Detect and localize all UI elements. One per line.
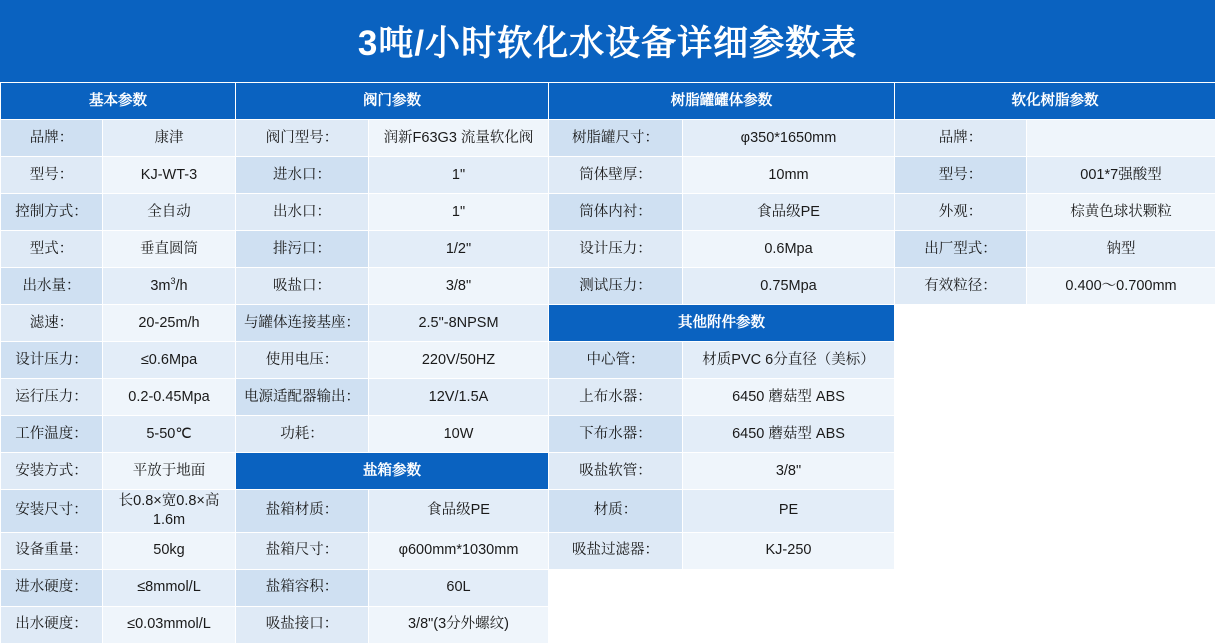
basic-value: 20-25m/h bbox=[103, 305, 236, 342]
table-row bbox=[1, 305, 1215, 342]
salt-box-label: 盐箱容积： bbox=[236, 569, 369, 606]
softening-resin-label: 外观： bbox=[895, 194, 1027, 231]
other-accessory-value: 6450 蘑菇型 ABS bbox=[683, 416, 895, 453]
valve-label: 进水口： bbox=[236, 157, 369, 194]
table-row bbox=[1, 194, 1215, 231]
spacer-cell bbox=[895, 453, 1027, 490]
section-header-salt-box: 盐箱参数 bbox=[236, 453, 549, 490]
resin-tank-label: 测试压力： bbox=[549, 268, 683, 305]
section-header-resin-tank: 树脂罐罐体参数 bbox=[549, 83, 895, 120]
spacer-cell bbox=[1027, 453, 1215, 490]
basic-value: ≤0.03mmol/L bbox=[103, 606, 236, 643]
other-accessory-value: KJ-250 bbox=[683, 532, 895, 569]
table-row bbox=[1, 231, 1215, 268]
basic-label: 设备重量： bbox=[1, 532, 103, 569]
basic-label: 型式： bbox=[1, 231, 103, 268]
basic-value: ≤0.6Mpa bbox=[103, 342, 236, 379]
resin-tank-value: 0.75Mpa bbox=[683, 268, 895, 305]
valve-value: 10W bbox=[369, 416, 549, 453]
spacer-cell bbox=[1027, 379, 1215, 416]
other-accessory-label: 上布水器： bbox=[549, 379, 683, 416]
softening-resin-value: 棕黄色球状颗粒 bbox=[1027, 194, 1215, 231]
spacer-cell bbox=[895, 569, 1027, 606]
salt-box-value: 3/8"(3分外螺纹) bbox=[369, 606, 549, 643]
basic-value: 平放于地面 bbox=[103, 453, 236, 490]
spacer-cell bbox=[1027, 416, 1215, 453]
valve-value: 1/2" bbox=[369, 231, 549, 268]
basic-value: KJ-WT-3 bbox=[103, 157, 236, 194]
spacer-cell bbox=[1027, 532, 1215, 569]
valve-value: 1" bbox=[369, 194, 549, 231]
section-header-softening-resin: 软化树脂参数 bbox=[895, 83, 1215, 120]
valve-label: 阀门型号： bbox=[236, 120, 369, 157]
valve-label: 出水口： bbox=[236, 194, 369, 231]
spacer-cell bbox=[1027, 342, 1215, 379]
valve-value: 12V/1.5A bbox=[369, 379, 549, 416]
basic-value: 0.2-0.45Mpa bbox=[103, 379, 236, 416]
basic-value: 50kg bbox=[103, 532, 236, 569]
spacer-cell bbox=[895, 606, 1027, 643]
valve-value: 润新F63G3 流量软化阀 bbox=[369, 120, 549, 157]
basic-value: $3m^3/h$ bbox=[103, 268, 236, 305]
resin-tank-label: 设计压力： bbox=[549, 231, 683, 268]
table-row bbox=[1, 490, 1215, 533]
basic-label: 进水硬度： bbox=[1, 569, 103, 606]
softening-resin-label: 出厂型式： bbox=[895, 231, 1027, 268]
spacer-cell bbox=[895, 490, 1027, 533]
basic-label: 型号： bbox=[1, 157, 103, 194]
resin-tank-value: 食品级PE bbox=[683, 194, 895, 231]
valve-label: 排污口： bbox=[236, 231, 369, 268]
basic-value: 5-50℃ bbox=[103, 416, 236, 453]
softening-resin-label: 品牌： bbox=[895, 120, 1027, 157]
spacer-cell bbox=[1027, 305, 1215, 342]
spacer-cell bbox=[549, 569, 683, 606]
spacer-cell bbox=[1027, 490, 1215, 533]
softening-resin-label: 有效粒径： bbox=[895, 268, 1027, 305]
valve-value: 220V/50HZ bbox=[369, 342, 549, 379]
salt-box-label: 吸盐接口： bbox=[236, 606, 369, 643]
spacer-cell bbox=[895, 532, 1027, 569]
table-row bbox=[1, 157, 1215, 194]
spacer-cell bbox=[895, 305, 1027, 342]
valve-label: 使用电压： bbox=[236, 342, 369, 379]
softening-resin-label: 型号： bbox=[895, 157, 1027, 194]
section-header-valve: 阀门参数 bbox=[236, 83, 549, 120]
table-row bbox=[1, 120, 1215, 157]
basic-label: 滤速： bbox=[1, 305, 103, 342]
table-section-header-row bbox=[1, 83, 1215, 120]
other-accessory-value: 3/8" bbox=[683, 453, 895, 490]
salt-box-value: φ600mm*1030mm bbox=[369, 532, 549, 569]
resin-tank-value: 10mm bbox=[683, 157, 895, 194]
softening-resin-value: 001*7强酸型 bbox=[1027, 157, 1215, 194]
valve-value: 2.5"-8NPSM bbox=[369, 305, 549, 342]
valve-value: 1" bbox=[369, 157, 549, 194]
table-row bbox=[1, 532, 1215, 569]
table-row bbox=[1, 379, 1215, 416]
resin-tank-value: φ350*1650mm bbox=[683, 120, 895, 157]
basic-label: 出水硬度： bbox=[1, 606, 103, 643]
resin-tank-label: 树脂罐尺寸： bbox=[549, 120, 683, 157]
basic-label: 运行压力： bbox=[1, 379, 103, 416]
basic-label: 安装尺寸： bbox=[1, 490, 103, 533]
other-accessory-value: 6450 蘑菇型 ABS bbox=[683, 379, 895, 416]
spacer-cell bbox=[1027, 606, 1215, 643]
section-header-basic: 基本参数 bbox=[1, 83, 236, 120]
other-accessory-value: PE bbox=[683, 490, 895, 533]
page-title: 3吨/小时软化水设备详细参数表 bbox=[358, 16, 857, 66]
spacer-cell bbox=[895, 416, 1027, 453]
basic-value: ≤8mmol/L bbox=[103, 569, 236, 606]
valve-label: 电源适配器输出： bbox=[236, 379, 369, 416]
basic-value: 垂直圆筒 bbox=[103, 231, 236, 268]
basic-label: 设计压力： bbox=[1, 342, 103, 379]
specification-table bbox=[0, 82, 1215, 644]
table-row bbox=[1, 453, 1215, 490]
salt-box-label: 盐箱材质： bbox=[236, 490, 369, 533]
spacer-cell bbox=[683, 606, 895, 643]
section-header-other-accessories: 其他附件参数 bbox=[549, 305, 895, 342]
other-accessory-value: 材质PVC 6分直径（美标） bbox=[683, 342, 895, 379]
table-row bbox=[1, 268, 1215, 305]
basic-value: 全自动 bbox=[103, 194, 236, 231]
valve-label: 功耗： bbox=[236, 416, 369, 453]
valve-value: 3/8" bbox=[369, 268, 549, 305]
softening-resin-value: 0.400～0.700mm bbox=[1027, 268, 1215, 305]
other-accessory-label: 下布水器： bbox=[549, 416, 683, 453]
resin-tank-label: 筒体内衬： bbox=[549, 194, 683, 231]
basic-label: 工作温度： bbox=[1, 416, 103, 453]
spacer-cell bbox=[549, 606, 683, 643]
basic-label: 出水量： bbox=[1, 268, 103, 305]
salt-box-value: 60L bbox=[369, 569, 549, 606]
other-accessory-label: 中心管： bbox=[549, 342, 683, 379]
other-accessory-label: 吸盐过滤器： bbox=[549, 532, 683, 569]
basic-label: 品牌： bbox=[1, 120, 103, 157]
resin-tank-value: 0.6Mpa bbox=[683, 231, 895, 268]
other-accessory-label: 吸盐软管： bbox=[549, 453, 683, 490]
table-row bbox=[1, 416, 1215, 453]
softening-resin-value bbox=[1027, 120, 1215, 157]
basic-label: 控制方式： bbox=[1, 194, 103, 231]
table-row bbox=[1, 342, 1215, 379]
resin-tank-label: 筒体壁厚： bbox=[549, 157, 683, 194]
spacer-cell bbox=[895, 379, 1027, 416]
basic-value: 康津 bbox=[103, 120, 236, 157]
spacer-cell bbox=[683, 569, 895, 606]
page-title-bar bbox=[0, 0, 1215, 82]
other-accessory-label: 材质： bbox=[549, 490, 683, 533]
valve-label: 与罐体连接基座： bbox=[236, 305, 369, 342]
softening-resin-value: 钠型 bbox=[1027, 231, 1215, 268]
table-row bbox=[1, 569, 1215, 606]
spacer-cell bbox=[895, 342, 1027, 379]
basic-label: 安装方式： bbox=[1, 453, 103, 490]
salt-box-label: 盐箱尺寸： bbox=[236, 532, 369, 569]
spacer-cell bbox=[1027, 569, 1215, 606]
basic-value: 长0.8×宽0.8×高1.6m bbox=[103, 490, 236, 533]
salt-box-value: 食品级PE bbox=[369, 490, 549, 533]
table-row bbox=[1, 606, 1215, 643]
valve-label: 吸盐口： bbox=[236, 268, 369, 305]
